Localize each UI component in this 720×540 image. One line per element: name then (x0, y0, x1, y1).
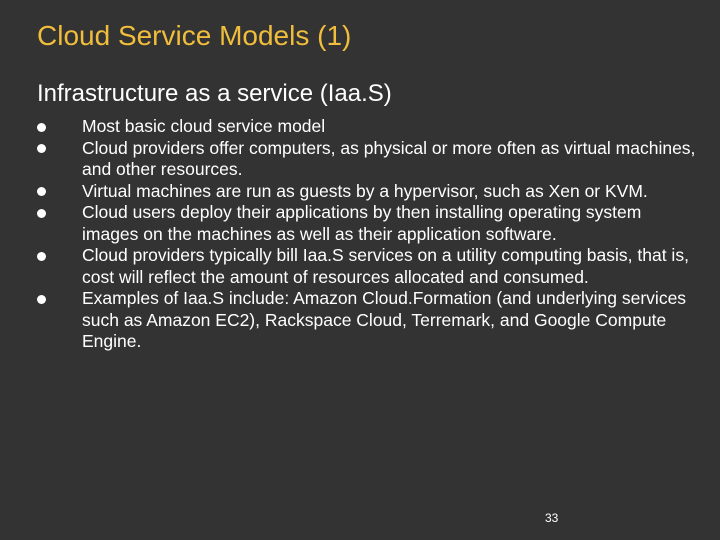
bullet-text: Cloud providers typically bill Iaa.S services on a utility computing basis, that is, cost will reflect the amount of resources allocated and consumed. (82, 245, 689, 287)
slide-title: Cloud Service Models (1) (37, 20, 352, 51)
page-number: 33 (545, 511, 559, 525)
bullet-text: Virtual machines are run as guests by a hypervisor, such as Xen or KVM. (82, 180, 648, 201)
bullet-item (37, 202, 697, 245)
bullet-text: Cloud providers offer computers, as physical or more often as virtual machines, and other resources. (82, 137, 696, 179)
bullet-dot-icon (37, 295, 46, 304)
bullet-dot-icon (37, 209, 46, 218)
bullet-text: Examples of Iaa.S include: Amazon Cloud.Formation (and underlying services such as Amazon EC2), Rackspace Cloud, Terremark, and Google Compute Engine. (82, 288, 687, 351)
bullet-dot-icon (37, 123, 46, 132)
bullet-item (37, 245, 697, 288)
bullet-item (37, 116, 697, 138)
bullet-item (37, 138, 697, 181)
bullet-item (37, 181, 697, 203)
bullet-item (37, 288, 697, 353)
bullet-dot-icon (37, 144, 46, 153)
slide-subtitle: Infrastructure as a service (Iaa.S) (37, 80, 392, 107)
bullet-dot-icon (37, 252, 46, 261)
bullet-dot-icon (37, 187, 46, 196)
bullet-text: Cloud users deploy their applications by then installing operating system images on the machines as well as their application software. (82, 202, 642, 244)
bullet-text: Most basic cloud service model (82, 116, 326, 136)
bullet-list (37, 116, 697, 353)
